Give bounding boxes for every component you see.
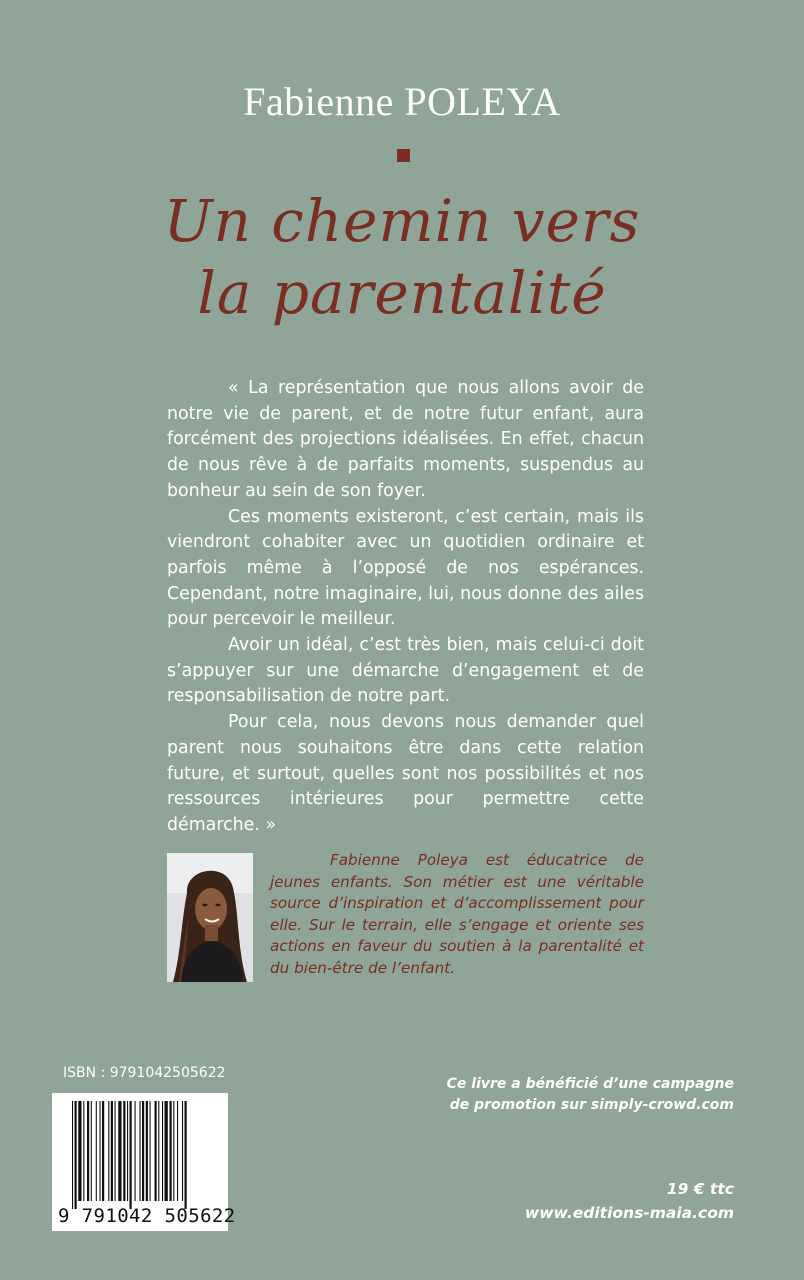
barcode-bar (108, 1101, 109, 1201)
barcode-bar (177, 1101, 178, 1201)
barcode-bar (162, 1101, 163, 1201)
barcode-bar (170, 1101, 172, 1201)
title-line-2: la parentalité (197, 259, 607, 327)
publisher-website: www.editions-maia.com (524, 1204, 734, 1222)
barcode-bar (115, 1101, 116, 1201)
barcode-bar (100, 1101, 101, 1201)
barcode-bar (165, 1101, 168, 1201)
barcode-bar (91, 1101, 92, 1201)
quote-paragraph: Ces moments existeront, c’est certain, mais ils viendront cohabiter avec un quotidien ordinaire et parfois même à l’opposé de nos espérances. Cependant, notre imaginaire, lui, nous donne des ailes pour percevoir le meilleur. (167, 506, 644, 630)
author-bio (270, 850, 644, 980)
price-label: 19 € ttc (666, 1180, 734, 1198)
promotion-line-1: Ce livre a bénéficié d’une campagne (446, 1076, 734, 1092)
barcode-bar (150, 1101, 151, 1201)
author-photo (167, 853, 253, 982)
barcode-bar (96, 1101, 97, 1201)
promotion-line-2: de promotion sur simply-crowd.com (449, 1097, 734, 1113)
barcode-bar (118, 1101, 121, 1201)
barcode-bar (182, 1101, 183, 1201)
decorative-square (397, 149, 410, 162)
barcode-bar (127, 1101, 128, 1201)
barcode-digits: 9 791042 505622 (58, 1205, 236, 1227)
quote-paragraph: Avoir un idéal, c’est très bien, mais celui-ci doit s’appuyer sur une démarche d’engagement et de responsabilisation de notre part. (167, 635, 644, 707)
barcode-bar (185, 1101, 187, 1209)
book-title (0, 185, 804, 329)
promotion-note (404, 1074, 734, 1116)
barcode-bar (158, 1101, 159, 1201)
barcode-bar (155, 1101, 157, 1201)
barcode-bar (78, 1101, 81, 1201)
barcode-bar (142, 1101, 144, 1201)
barcode-bar (146, 1101, 148, 1201)
author-name: Fabienne POLEYA (243, 79, 561, 124)
barcode-bar (111, 1101, 113, 1201)
barcode-bar (130, 1101, 132, 1209)
barcode (52, 1093, 236, 1231)
quote-paragraph: « La représentation que nous allons avoir de notre vie de parent, et de notre futur enfant, aura forcément des projections idéalisées. En effet, chacun de nous rêve à de parfaits moments, suspendus au bonheur au sein de son foyer. (167, 378, 644, 501)
barcode-bar (140, 1101, 141, 1201)
title-line-1: Un chemin vers (163, 187, 641, 255)
barcode-bar (83, 1101, 84, 1201)
barcode-bar (123, 1101, 125, 1201)
barcode-bar (135, 1101, 136, 1201)
author-bio-text: Fabienne Poleya est éducatrice de jeunes enfants. Son métier est une véritable source d’inspiration et d’accomplissement pour elle. Sur le terrain, elle s’engage et oriente ses actions en faveur du soutien à la parentalité et du bien-être de l’enfant. (270, 851, 644, 977)
barcode-bar (72, 1101, 73, 1209)
quote-paragraph: Pour cela, nous devons nous demander quel parent nous souhaitons être dans cette relation future, et surtout, quelles sont nos possibilités et nos ressources intérieures pour permettre cette démarche. » (167, 712, 644, 835)
isbn-label: ISBN : 9791042505622 (63, 1065, 226, 1081)
barcode-bar (173, 1101, 174, 1201)
barcode-bar (75, 1101, 77, 1209)
barcode-bar (102, 1101, 104, 1201)
barcode-bar (87, 1101, 89, 1201)
back-cover-quote (167, 376, 644, 839)
